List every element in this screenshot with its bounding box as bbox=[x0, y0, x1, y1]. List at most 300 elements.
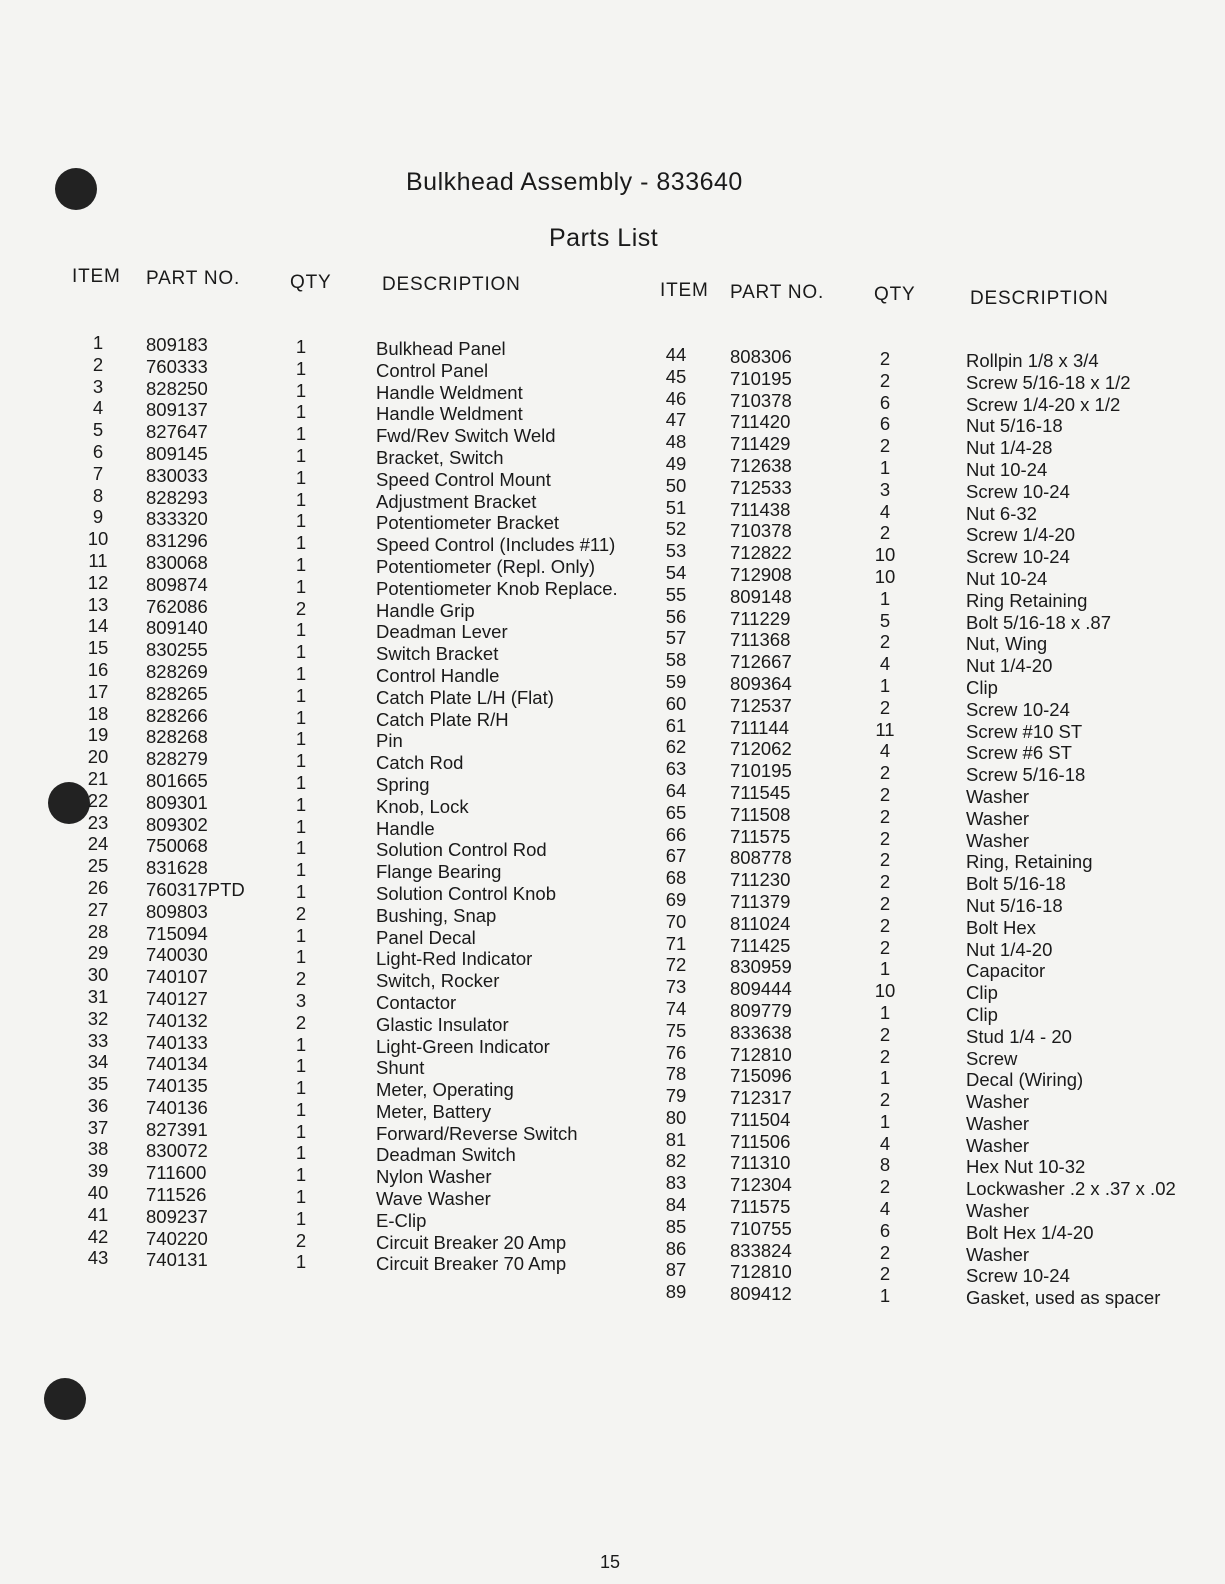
description: Speed Control Mount bbox=[376, 468, 551, 490]
item-number: 35 bbox=[87, 1073, 109, 1095]
item-number: 64 bbox=[665, 779, 687, 801]
description: Rollpin 1/8 x 3/4 bbox=[966, 350, 1099, 371]
quantity: 1 bbox=[879, 1067, 891, 1089]
part-number: 830255 bbox=[146, 639, 208, 661]
item-number: 84 bbox=[665, 1194, 687, 1216]
quantity: 4 bbox=[879, 1132, 891, 1154]
quantity: 2 bbox=[879, 1089, 891, 1111]
right-part-column bbox=[730, 346, 792, 1305]
description: Washer bbox=[966, 1112, 1030, 1134]
quantity: 1 bbox=[295, 706, 307, 728]
part-number: 711506 bbox=[730, 1130, 791, 1152]
part-number: 809183 bbox=[146, 334, 208, 355]
part-number: 711575 bbox=[730, 1196, 791, 1218]
part-number: 712317 bbox=[730, 1087, 792, 1109]
quantity: 2 bbox=[879, 1023, 891, 1045]
part-number: 827647 bbox=[146, 421, 208, 443]
item-number: 65 bbox=[665, 801, 687, 823]
part-number: 740131 bbox=[146, 1249, 208, 1271]
description: Light-Red Indicator bbox=[376, 948, 533, 970]
item-number: 19 bbox=[87, 724, 109, 746]
description: Deadman Switch bbox=[376, 1144, 516, 1166]
part-number: 828250 bbox=[146, 377, 208, 399]
part-number: 831628 bbox=[146, 857, 208, 879]
item-number: 43 bbox=[87, 1247, 109, 1269]
quantity: 1 bbox=[295, 641, 307, 663]
item-number: 82 bbox=[665, 1150, 687, 1172]
quantity: 2 bbox=[879, 631, 891, 653]
item-number: 48 bbox=[665, 431, 687, 453]
description: Clip bbox=[966, 982, 998, 1004]
description: Screw 10-24 bbox=[966, 480, 1070, 502]
item-number: 13 bbox=[87, 593, 109, 615]
description: Screw 10-24 bbox=[966, 546, 1070, 568]
description: Washer bbox=[966, 807, 1030, 829]
part-number: 760333 bbox=[146, 355, 208, 377]
quantity: 1 bbox=[879, 587, 891, 609]
quantity: 1 bbox=[295, 423, 307, 445]
quantity: 1 bbox=[295, 1033, 307, 1055]
quantity: 10 bbox=[874, 980, 896, 1002]
item-number: 70 bbox=[665, 910, 687, 932]
item-number: 56 bbox=[665, 605, 687, 627]
part-number: 809444 bbox=[730, 978, 792, 1000]
item-number: 14 bbox=[87, 615, 109, 637]
description: Circuit Breaker 70 Amp bbox=[376, 1253, 567, 1275]
quantity: 1 bbox=[295, 728, 307, 750]
part-number: 711379 bbox=[730, 890, 791, 912]
item-number: 50 bbox=[665, 474, 687, 496]
part-number: 712908 bbox=[730, 563, 792, 585]
description: Control Handle bbox=[376, 664, 500, 686]
quantity: 1 bbox=[295, 444, 307, 466]
description: Panel Decal bbox=[376, 926, 476, 948]
part-number: 711526 bbox=[146, 1184, 207, 1206]
description: Handle bbox=[376, 817, 435, 839]
quantity: 2 bbox=[879, 892, 891, 914]
quantity: 3 bbox=[879, 478, 891, 500]
item-number: 6 bbox=[92, 440, 104, 462]
quantity: 1 bbox=[295, 1251, 307, 1273]
part-number: 830033 bbox=[146, 464, 208, 486]
part-number: 712304 bbox=[730, 1174, 792, 1196]
part-number: 830068 bbox=[146, 551, 208, 573]
part-number: 809237 bbox=[146, 1205, 208, 1227]
description: Nut 10-24 bbox=[966, 567, 1048, 589]
item-number: 68 bbox=[665, 867, 687, 889]
part-number: 809145 bbox=[146, 442, 208, 464]
quantity: 2 bbox=[879, 914, 891, 936]
description: Spring bbox=[376, 773, 430, 795]
part-number: 711368 bbox=[730, 629, 791, 651]
description: Bolt 5/16-18 x .87 bbox=[966, 611, 1112, 633]
quantity: 1 bbox=[879, 456, 891, 478]
item-number: 67 bbox=[665, 845, 687, 867]
quantity: 8 bbox=[879, 1154, 891, 1176]
part-number: 809302 bbox=[146, 813, 208, 835]
item-number: 29 bbox=[87, 942, 109, 964]
description: Capacitor bbox=[966, 960, 1046, 982]
description: Washer bbox=[966, 785, 1030, 807]
page-subtitle: Parts List bbox=[549, 224, 659, 252]
part-number: 740132 bbox=[146, 1009, 208, 1031]
description: Washer bbox=[966, 1134, 1030, 1156]
description: Switch Bracket bbox=[376, 643, 499, 665]
description: Handle Weldment bbox=[376, 403, 523, 425]
item-number: 40 bbox=[87, 1182, 109, 1204]
item-number: 58 bbox=[665, 649, 687, 671]
description: Potentiometer Bracket bbox=[376, 512, 560, 534]
description: E-Clip bbox=[376, 1209, 427, 1231]
part-number: 831296 bbox=[146, 530, 208, 552]
item-number: 16 bbox=[87, 658, 109, 680]
item-number: 47 bbox=[665, 409, 687, 431]
description: Hex Nut 10-32 bbox=[966, 1156, 1086, 1178]
quantity: 2 bbox=[879, 522, 891, 544]
description: Solution Control Knob bbox=[376, 882, 556, 904]
description: Catch Rod bbox=[376, 752, 464, 774]
part-number: 712533 bbox=[730, 476, 792, 498]
item-number: 12 bbox=[87, 571, 109, 593]
description: Nut 6-32 bbox=[966, 502, 1037, 524]
item-number: 30 bbox=[87, 964, 109, 986]
left-item-column bbox=[78, 332, 118, 1269]
description: Screw 1/4-20 bbox=[966, 524, 1075, 546]
part-number: 809148 bbox=[730, 585, 792, 607]
quantity: 1 bbox=[295, 859, 307, 881]
description: Nut, Wing bbox=[966, 633, 1048, 655]
item-number: 83 bbox=[665, 1172, 687, 1194]
description: Shunt bbox=[376, 1057, 425, 1079]
description: Light-Green Indicator bbox=[376, 1035, 550, 1057]
quantity: 2 bbox=[295, 968, 307, 990]
quantity: 4 bbox=[879, 500, 891, 522]
description: Clip bbox=[966, 676, 998, 698]
description: Catch Plate R/H bbox=[376, 708, 509, 730]
description: Screw bbox=[966, 1047, 1018, 1069]
part-number: 808778 bbox=[730, 847, 792, 869]
part-number: 750068 bbox=[146, 835, 208, 857]
item-number: 36 bbox=[87, 1094, 109, 1116]
quantity: 6 bbox=[879, 1219, 891, 1241]
part-number: 740107 bbox=[146, 966, 208, 988]
item-number: 41 bbox=[87, 1203, 109, 1225]
item-number: 74 bbox=[665, 997, 687, 1019]
description: Ring Retaining bbox=[966, 589, 1088, 611]
quantity: 1 bbox=[295, 750, 307, 772]
part-number: 712822 bbox=[730, 542, 792, 564]
quantity: 10 bbox=[874, 565, 896, 587]
quantity: 1 bbox=[295, 619, 307, 641]
part-number: 711310 bbox=[730, 1152, 791, 1174]
quantity: 1 bbox=[295, 771, 307, 793]
description: Bolt Hex 1/4-20 bbox=[966, 1221, 1094, 1243]
quantity: 1 bbox=[295, 575, 307, 597]
part-number: 809412 bbox=[730, 1283, 792, 1305]
item-number: 87 bbox=[665, 1259, 687, 1281]
quantity: 1 bbox=[879, 958, 891, 980]
description: Control Panel bbox=[376, 359, 489, 381]
page-number: 15 bbox=[600, 1552, 621, 1572]
quantity: 1 bbox=[295, 1055, 307, 1077]
quantity: 2 bbox=[879, 805, 891, 827]
description: Forward/Reverse Switch bbox=[376, 1122, 578, 1144]
part-number: 712810 bbox=[730, 1043, 792, 1065]
item-number: 69 bbox=[665, 888, 687, 910]
item-number: 32 bbox=[87, 1007, 109, 1029]
description: Clip bbox=[966, 1003, 998, 1025]
quantity: 1 bbox=[295, 924, 307, 946]
part-number: 801665 bbox=[146, 769, 208, 791]
part-number: 711504 bbox=[730, 1108, 791, 1130]
left-header-qty: QTY bbox=[290, 272, 332, 293]
item-number: 45 bbox=[665, 365, 687, 387]
part-number: 740030 bbox=[146, 944, 208, 966]
part-number: 710195 bbox=[730, 760, 792, 782]
item-number: 20 bbox=[87, 746, 109, 768]
item-number: 3 bbox=[92, 375, 104, 397]
quantity: 2 bbox=[879, 369, 891, 391]
quantity: 1 bbox=[295, 1077, 307, 1099]
item-number: 9 bbox=[92, 506, 104, 528]
description: Potentiometer Knob Replace. bbox=[376, 577, 618, 599]
description: Nut 1/4-28 bbox=[966, 437, 1053, 459]
quantity: 2 bbox=[879, 1241, 891, 1263]
quantity: 1 bbox=[879, 1110, 891, 1132]
description: Handle Grip bbox=[376, 599, 475, 621]
quantity: 1 bbox=[295, 946, 307, 968]
right-header-part-no: PART NO. bbox=[730, 282, 825, 303]
item-number: 57 bbox=[665, 627, 687, 649]
item-number: 28 bbox=[87, 920, 109, 942]
quantity: 10 bbox=[874, 544, 896, 566]
description: Ring, Retaining bbox=[966, 851, 1093, 873]
item-number: 21 bbox=[87, 767, 109, 789]
quantity: 2 bbox=[879, 783, 891, 805]
item-number: 52 bbox=[665, 518, 687, 540]
item-number: 44 bbox=[665, 344, 687, 365]
item-number: 76 bbox=[665, 1041, 687, 1063]
part-number: 740220 bbox=[146, 1227, 208, 1249]
part-number: 828265 bbox=[146, 682, 208, 704]
right-header-item: ITEM bbox=[660, 280, 709, 301]
description: Adjustment Bracket bbox=[376, 490, 537, 512]
quantity: 2 bbox=[295, 1011, 307, 1033]
quantity: 1 bbox=[295, 880, 307, 902]
description: Decal (Wiring) bbox=[966, 1069, 1084, 1091]
item-number: 89 bbox=[665, 1281, 687, 1303]
description: Screw #10 ST bbox=[966, 720, 1083, 742]
item-number: 31 bbox=[87, 985, 109, 1007]
description: Circuit Breaker 20 Amp bbox=[376, 1231, 567, 1253]
part-number: 711600 bbox=[146, 1162, 207, 1184]
left-header-part-no: PART NO. bbox=[146, 268, 241, 289]
description: Wave Washer bbox=[376, 1188, 491, 1210]
part-number: 828279 bbox=[146, 748, 208, 770]
quantity: 2 bbox=[879, 1176, 891, 1198]
item-number: 79 bbox=[665, 1085, 687, 1107]
part-number: 760317PTD bbox=[146, 878, 245, 900]
right-item-column bbox=[656, 344, 696, 1303]
item-number: 26 bbox=[87, 876, 109, 898]
quantity: 4 bbox=[879, 1198, 891, 1220]
quantity: 2 bbox=[879, 762, 891, 784]
description: Nut 5/16-18 bbox=[966, 415, 1063, 437]
description: Switch, Rocker bbox=[376, 970, 500, 992]
part-number: 710195 bbox=[730, 367, 792, 389]
item-number: 5 bbox=[92, 419, 104, 441]
quantity: 1 bbox=[295, 379, 307, 401]
quantity: 1 bbox=[879, 1285, 891, 1307]
item-number: 49 bbox=[665, 452, 687, 474]
part-number: 828266 bbox=[146, 704, 208, 726]
description: Washer bbox=[966, 1200, 1030, 1222]
quantity: 1 bbox=[295, 401, 307, 423]
description: Washer bbox=[966, 1243, 1030, 1265]
quantity: 2 bbox=[879, 1263, 891, 1285]
right-header-qty: QTY bbox=[874, 284, 916, 305]
quantity: 1 bbox=[295, 336, 307, 357]
part-number: 828269 bbox=[146, 660, 208, 682]
quantity: 2 bbox=[879, 849, 891, 871]
quantity: 1 bbox=[295, 1207, 307, 1229]
quantity: 1 bbox=[295, 466, 307, 488]
part-number: 712810 bbox=[730, 1261, 792, 1283]
description: Nut 10-24 bbox=[966, 458, 1048, 480]
quantity: 1 bbox=[295, 1142, 307, 1164]
item-number: 60 bbox=[665, 692, 687, 714]
quantity: 2 bbox=[879, 1045, 891, 1067]
part-number: 711429 bbox=[730, 433, 791, 455]
quantity: 1 bbox=[295, 793, 307, 815]
item-number: 53 bbox=[665, 540, 687, 562]
quantity: 1 bbox=[295, 553, 307, 575]
description: Potentiometer (Repl. Only) bbox=[376, 555, 596, 577]
part-number: 712667 bbox=[730, 651, 792, 673]
part-number: 809364 bbox=[730, 672, 792, 694]
item-number: 4 bbox=[92, 397, 104, 419]
part-number: 809779 bbox=[730, 999, 792, 1021]
left-part-column bbox=[146, 334, 245, 1271]
description: Washer bbox=[966, 1091, 1030, 1113]
item-number: 86 bbox=[665, 1237, 687, 1259]
part-number: 830959 bbox=[730, 956, 792, 978]
item-number: 2 bbox=[92, 353, 104, 375]
description: Screw #6 ST bbox=[966, 742, 1072, 764]
description: Nut 5/16-18 bbox=[966, 894, 1063, 916]
left-header-item: ITEM bbox=[72, 266, 121, 287]
quantity: 1 bbox=[295, 1098, 307, 1120]
description: Nut 1/4-20 bbox=[966, 938, 1053, 960]
part-number: 712062 bbox=[730, 738, 792, 760]
description: Washer bbox=[966, 829, 1030, 851]
description: Knob, Lock bbox=[376, 795, 469, 817]
part-number: 710378 bbox=[730, 389, 792, 411]
description: Contactor bbox=[376, 991, 457, 1013]
quantity: 2 bbox=[879, 936, 891, 958]
right-qty-column bbox=[870, 348, 900, 1307]
quantity: 1 bbox=[295, 532, 307, 554]
description: Lockwasher .2 x .37 x .02 bbox=[966, 1178, 1176, 1200]
item-number: 27 bbox=[87, 898, 109, 920]
part-number: 711420 bbox=[730, 411, 791, 433]
description: Bolt 5/16-18 bbox=[966, 873, 1066, 895]
quantity: 1 bbox=[295, 684, 307, 706]
description: Flange Bearing bbox=[376, 861, 502, 883]
part-number: 712537 bbox=[730, 694, 792, 716]
description: Glastic Insulator bbox=[376, 1013, 509, 1035]
part-number: 712638 bbox=[730, 454, 792, 476]
part-number: 833320 bbox=[146, 508, 208, 530]
description: Screw 1/4-20 x 1/2 bbox=[966, 393, 1121, 415]
quantity: 5 bbox=[879, 609, 891, 631]
part-number: 809803 bbox=[146, 900, 208, 922]
description: Bushing, Snap bbox=[376, 904, 497, 926]
part-number: 711575 bbox=[730, 825, 791, 847]
quantity: 1 bbox=[295, 1164, 307, 1186]
part-number: 809137 bbox=[146, 399, 208, 421]
part-number: 711545 bbox=[730, 781, 791, 803]
item-number: 34 bbox=[87, 1051, 109, 1073]
item-number: 1 bbox=[92, 332, 104, 353]
item-number: 23 bbox=[87, 811, 109, 833]
quantity: 2 bbox=[879, 348, 891, 369]
description: Deadman Lever bbox=[376, 621, 508, 643]
item-number: 78 bbox=[665, 1063, 687, 1085]
quantity: 1 bbox=[295, 1186, 307, 1208]
quantity: 2 bbox=[295, 902, 307, 924]
item-number: 11 bbox=[88, 549, 108, 571]
left-header-description: DESCRIPTION bbox=[382, 274, 521, 295]
quantity: 2 bbox=[879, 871, 891, 893]
quantity: 2 bbox=[879, 435, 891, 457]
description: Nut 1/4-20 bbox=[966, 655, 1053, 677]
item-number: 38 bbox=[87, 1138, 109, 1160]
quantity: 1 bbox=[295, 1120, 307, 1142]
part-number: 809301 bbox=[146, 791, 208, 813]
part-number: 828293 bbox=[146, 486, 208, 508]
description: Bolt Hex bbox=[966, 916, 1036, 938]
item-number: 37 bbox=[87, 1116, 109, 1138]
quantity: 3 bbox=[295, 989, 307, 1011]
left-qty-column bbox=[286, 336, 316, 1273]
page-title: Bulkhead Assembly - 833640 bbox=[406, 168, 743, 196]
description: Fwd/Rev Switch Weld bbox=[376, 425, 556, 447]
description: Screw 10-24 bbox=[966, 1265, 1070, 1287]
description: Gasket, used as spacer bbox=[966, 1287, 1161, 1309]
binder-hole-bottom bbox=[44, 1378, 86, 1420]
item-number: 54 bbox=[665, 561, 687, 583]
item-number: 55 bbox=[665, 583, 687, 605]
item-number: 7 bbox=[92, 462, 104, 484]
part-number: 711230 bbox=[730, 869, 791, 891]
quantity: 4 bbox=[879, 653, 891, 675]
item-number: 42 bbox=[87, 1225, 109, 1247]
item-number: 63 bbox=[665, 758, 687, 780]
description: Screw 5/16-18 bbox=[966, 764, 1086, 786]
quantity: 1 bbox=[295, 357, 307, 379]
part-number: 740136 bbox=[146, 1096, 208, 1118]
quantity: 6 bbox=[879, 391, 891, 413]
part-number: 740135 bbox=[146, 1075, 208, 1097]
description: Pin bbox=[376, 730, 403, 752]
item-number: 22 bbox=[87, 789, 109, 811]
item-number: 51 bbox=[665, 496, 687, 518]
description: Meter, Operating bbox=[376, 1079, 514, 1101]
part-number: 833824 bbox=[730, 1239, 792, 1261]
quantity: 1 bbox=[295, 510, 307, 532]
left-description-column bbox=[376, 338, 618, 1275]
